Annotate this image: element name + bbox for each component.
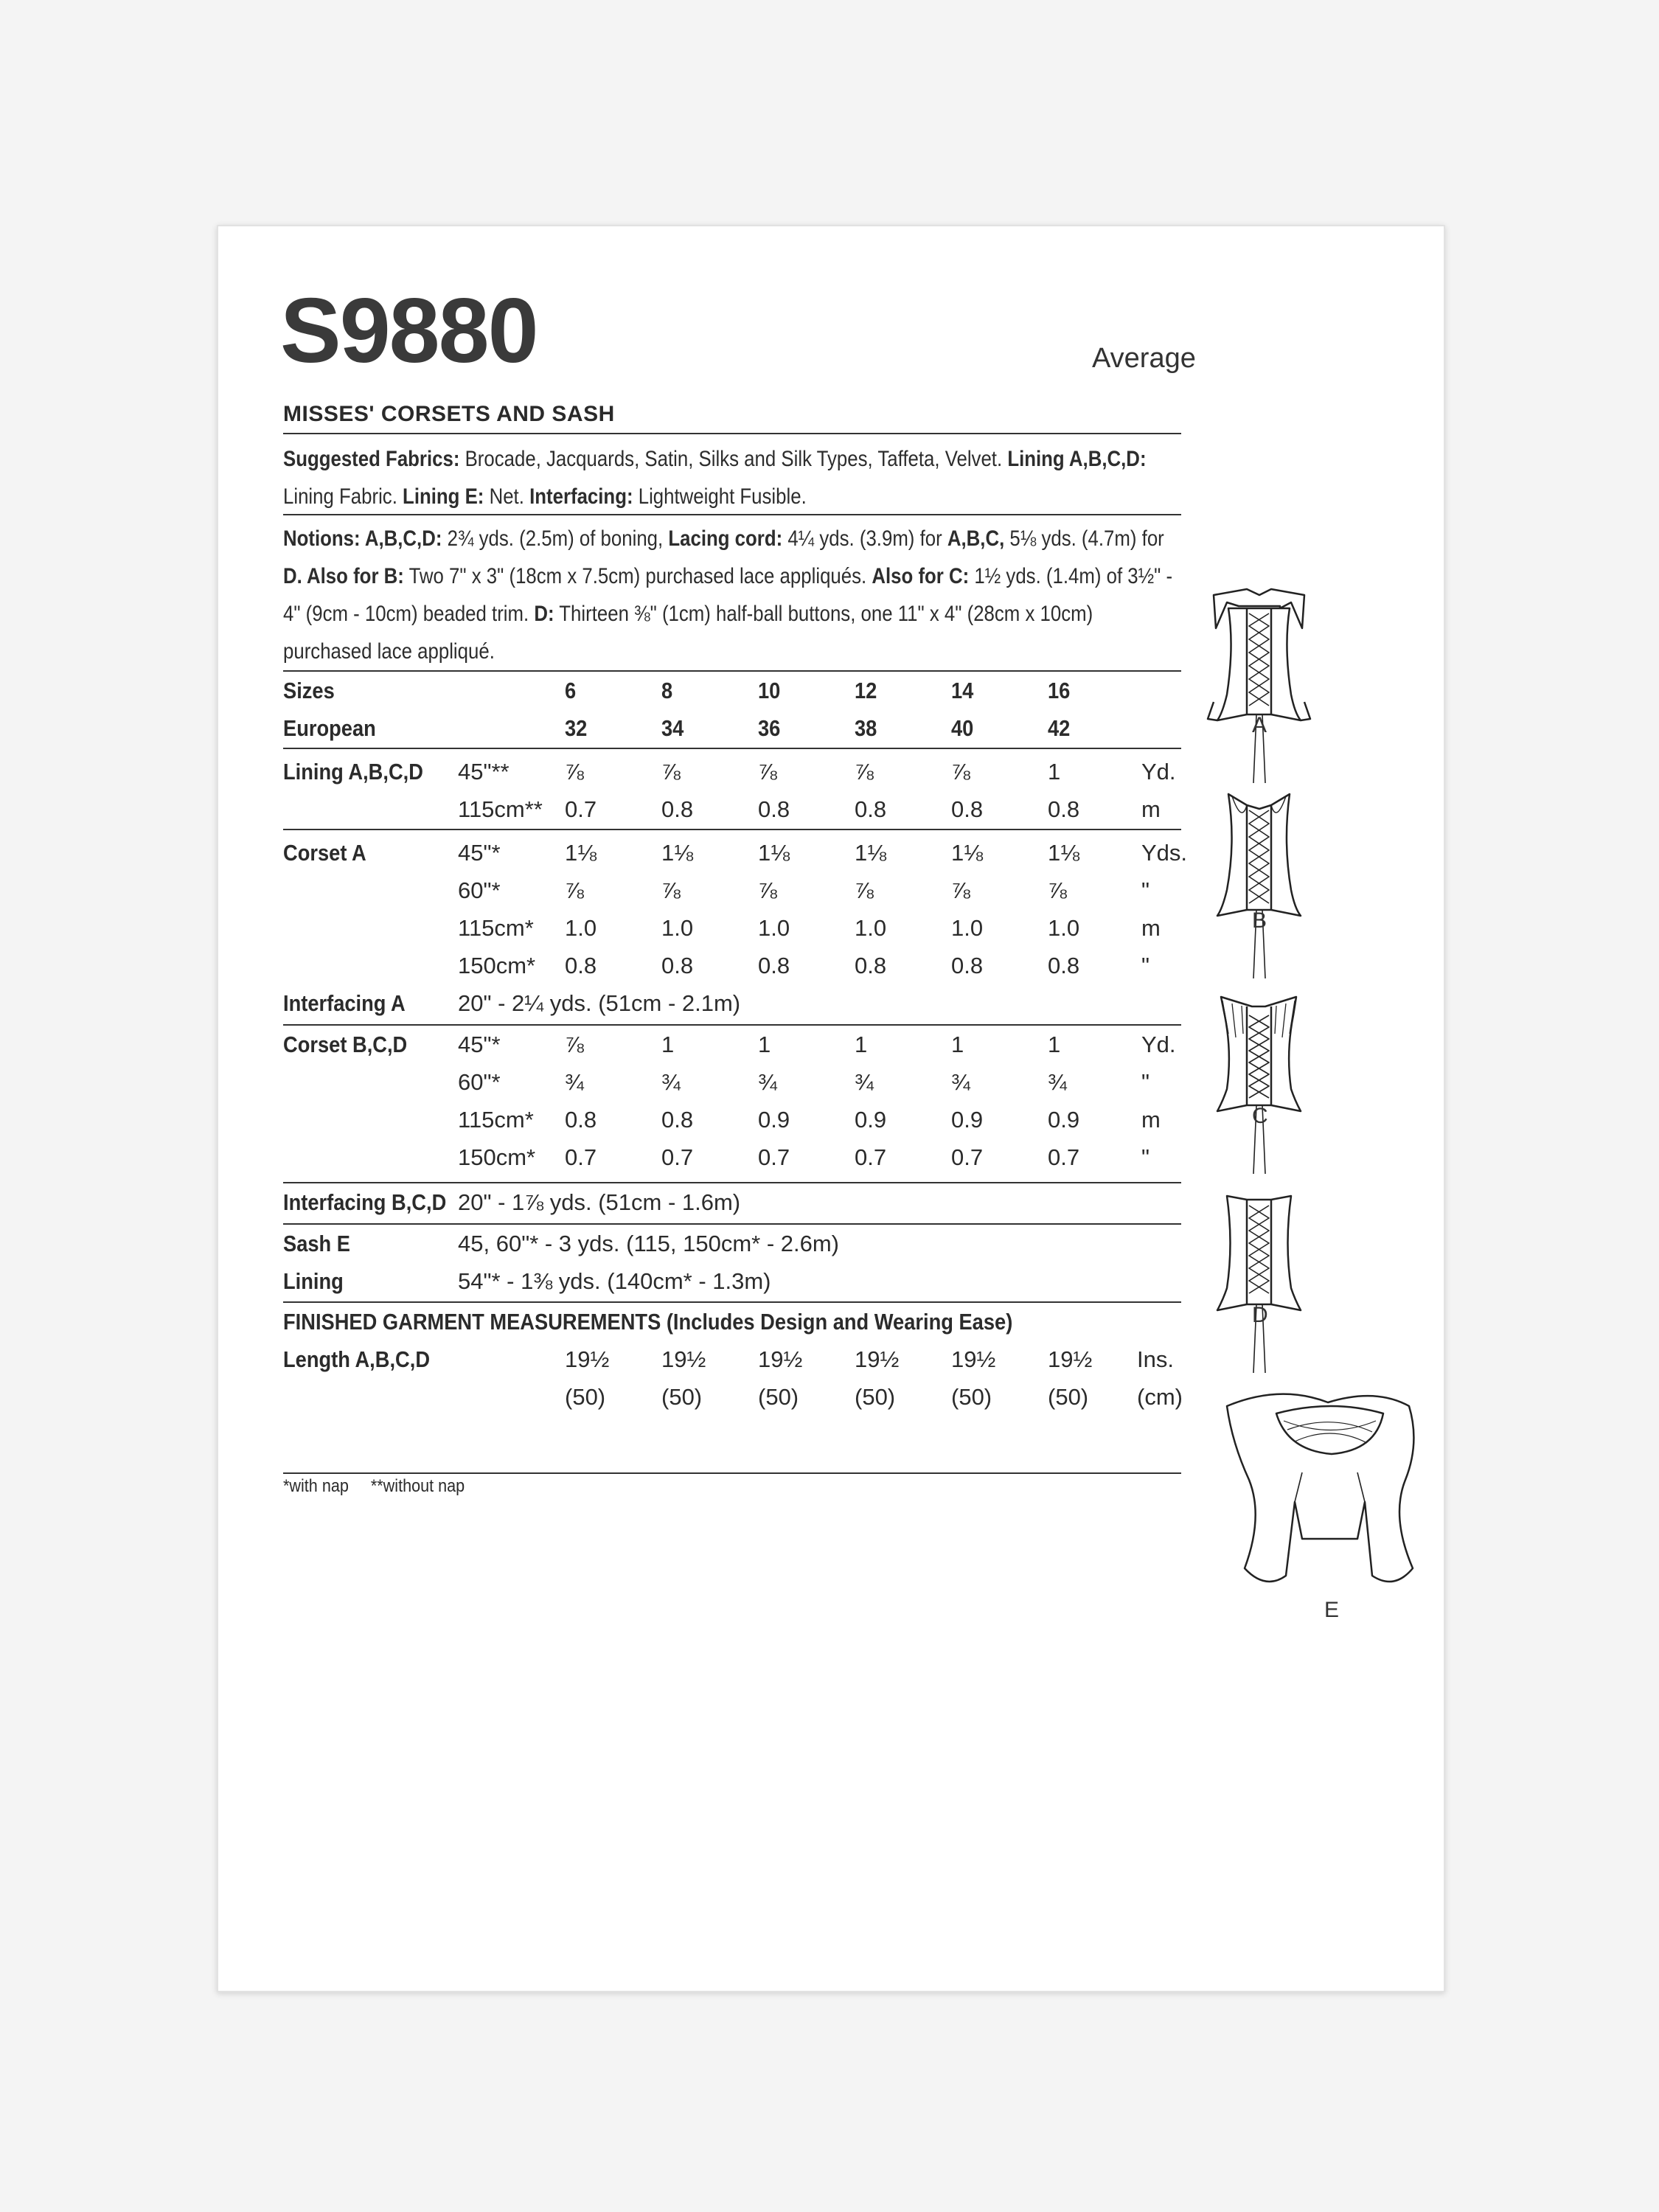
yardage-value: ⅞ (565, 759, 584, 785)
unit: " (1141, 1069, 1150, 1095)
finished-cm: (50) (565, 1384, 606, 1410)
notions-text: 2¾ yds. (2.5m) of boning, (442, 526, 669, 551)
fabric-width: 115cm* (458, 915, 534, 941)
yardage-value: 0.8 (1048, 796, 1080, 822)
yardage-value: ⅞ (855, 877, 874, 903)
size-eu: 40 (951, 715, 974, 741)
yardage-value: ¾ (661, 1069, 681, 1095)
yardage-value: 1⅛ (1048, 840, 1080, 866)
fabric-width: 150cm* (458, 1144, 536, 1170)
fit-label: Average (1092, 343, 1196, 374)
size-us: 8 (661, 678, 673, 703)
notions-abc-label: A,B,C, (947, 526, 1005, 551)
row-label: Lining (283, 1268, 344, 1294)
unit: Ins. (1137, 1346, 1174, 1372)
yardage-value: ⅞ (951, 877, 970, 903)
yardage-value: ⅞ (565, 1032, 584, 1057)
row-label: Lining A,B,C,D (283, 759, 423, 785)
notions-text: Two 7" x 3" (18cm x 7.5cm) purchased lace appliqués. (403, 564, 872, 588)
pattern-title: MISSES' CORSETS AND SASH (283, 402, 615, 426)
view-e-illustration (1227, 1394, 1413, 1582)
fabric-width: 45"* (458, 1032, 501, 1057)
yardage-value: 0.7 (758, 1144, 790, 1170)
notions-label: Notions: A,B,C,D: (283, 526, 442, 551)
row-text: 54"* - 1⅜ yds. (140cm* - 1.3m) (458, 1268, 771, 1294)
size-eu: 34 (661, 715, 684, 741)
yardage-value: 0.7 (951, 1144, 984, 1170)
view-label-e: E (1324, 1598, 1340, 1622)
size-eu: 38 (855, 715, 877, 741)
yardage-value: 1.0 (855, 915, 887, 941)
unit: m (1141, 915, 1161, 941)
footnote-without-nap: **without nap (370, 1476, 465, 1496)
yardage-value: 0.8 (661, 953, 694, 978)
lining-text: Lining Fabric. (283, 484, 403, 509)
notions-text: 1½ yds. (1.4m) of 3½" - 4" (9cm - 10cm) beaded trim. (283, 564, 1173, 626)
unit: m (1141, 796, 1161, 822)
yardage-value: 1⅛ (565, 840, 597, 866)
yardage-value: 0.8 (758, 796, 790, 822)
divider (283, 748, 1181, 749)
yardage-value: 0.8 (951, 796, 984, 822)
finished-cm: (50) (855, 1384, 896, 1410)
view-label-a: A (1252, 713, 1267, 737)
yardage-value: 0.8 (1048, 953, 1080, 978)
finished-inches: 19½ (1048, 1346, 1093, 1372)
finished-cm: (50) (1048, 1384, 1089, 1410)
yardage-value: ¾ (565, 1069, 584, 1095)
lining-label: Lining A,B,C,D: (1007, 447, 1147, 471)
yardage-value: 0.7 (661, 1144, 694, 1170)
size-eu: 42 (1048, 715, 1071, 741)
footnote (283, 1476, 465, 1497)
view-c-illustration (1217, 997, 1301, 1174)
finished-inches: 19½ (758, 1346, 803, 1372)
lacing-cord-label: Lacing cord: (668, 526, 783, 551)
finished-cm: (50) (951, 1384, 992, 1410)
garment-views (1192, 352, 1435, 1649)
fabrics-label: Suggested Fabrics: (283, 447, 460, 471)
yardage-value: 1 (855, 1032, 868, 1057)
notions-text: 4¼ yds. (3.9m) for (782, 526, 947, 551)
view-d-illustration (1217, 1196, 1301, 1373)
pattern-number: S9880 (280, 280, 538, 382)
yardage-value: 1⅛ (661, 840, 694, 866)
finished-cm: (50) (661, 1384, 703, 1410)
divider (283, 1024, 1181, 1026)
yardage-value: 1.0 (951, 915, 984, 941)
yardage-value: 1.0 (565, 915, 597, 941)
finished-cm: (50) (758, 1384, 799, 1410)
unit: " (1141, 953, 1150, 978)
yardage-value: ⅞ (565, 877, 584, 903)
view-b-illustration (1217, 794, 1301, 978)
row-label: Sash E (283, 1231, 350, 1256)
yardage-value: 0.8 (565, 953, 597, 978)
row-text: 20" - 2¼ yds. (51cm - 2.1m) (458, 990, 741, 1016)
yardage-value: 0.8 (565, 1107, 597, 1133)
yardage-value: 0.7 (1048, 1144, 1080, 1170)
yardage-value: ⅞ (951, 759, 970, 785)
yardage-value: 0.8 (855, 953, 887, 978)
yardage-value: ¾ (855, 1069, 874, 1095)
unit: Yds. (1141, 840, 1188, 866)
unit: Yd. (1141, 759, 1176, 785)
interfacing-label: Interfacing: (529, 484, 633, 509)
notions-text: 5⅛ yds. (4.7m) for (1004, 526, 1164, 551)
unit: " (1141, 1144, 1150, 1170)
yardage-value: 0.8 (661, 1107, 694, 1133)
notions-c-label: Also for C: (872, 564, 970, 588)
footnote-with-nap: *with nap (283, 1476, 349, 1496)
yardage-value: ⅞ (661, 759, 681, 785)
unit: m (1141, 1107, 1161, 1133)
lining-e-label: Lining E: (403, 484, 484, 509)
yardage-value: 1 (661, 1032, 675, 1057)
notions-d-label: D: (534, 602, 554, 626)
divider (283, 1472, 1181, 1474)
yardage-value: 1 (1048, 1032, 1061, 1057)
unit: " (1141, 877, 1150, 903)
yardage-value: 1.0 (661, 915, 694, 941)
fabric-width: 60"* (458, 877, 501, 903)
view-label-d: D (1252, 1303, 1268, 1327)
yardage-value: 1.0 (758, 915, 790, 941)
fabric-width: 60"* (458, 1069, 501, 1095)
row-text: 45, 60"* - 3 yds. (115, 150cm* - 2.6m) (458, 1231, 839, 1256)
yardage-value: ⅞ (758, 759, 777, 785)
yardage-value: 1 (758, 1032, 771, 1057)
yardage-value: ¾ (758, 1069, 777, 1095)
yardage-value: 0.8 (758, 953, 790, 978)
yardage-value: ⅞ (855, 759, 874, 785)
row-text: 20" - 1⅞ yds. (51cm - 1.6m) (458, 1189, 741, 1215)
size-us: 16 (1048, 678, 1071, 703)
pattern-envelope-back (217, 225, 1445, 1992)
fabric-width: 45"* (458, 840, 501, 866)
yardage-value: 1.0 (1048, 915, 1080, 941)
unit: (cm) (1137, 1384, 1183, 1410)
finished-inches: 19½ (855, 1346, 900, 1372)
sizes-label: Sizes (283, 678, 335, 703)
finished-inches: 19½ (565, 1346, 610, 1372)
yardage-value: 1 (1048, 759, 1061, 785)
yardage-value: 0.8 (855, 796, 887, 822)
size-us: 12 (855, 678, 877, 703)
yardage-value: ⅞ (758, 877, 777, 903)
yardage-value: 1 (951, 1032, 964, 1057)
interfacing-text: Lightweight Fusible. (633, 484, 807, 509)
finished-heading: FINISHED GARMENT MEASUREMENTS (Includes Design and Wearing Ease) (283, 1309, 1013, 1335)
yardage-value: 0.9 (1048, 1107, 1080, 1133)
notions-text: Thirteen ⅜" (1cm) half-ball buttons, one 11" x 4" (28cm x 10cm) purchased lace appliqué. (283, 602, 1093, 664)
divider (283, 829, 1181, 830)
fabric-width: 150cm* (458, 953, 536, 978)
yardage-value: 0.7 (565, 796, 597, 822)
yardage-value: 0.9 (951, 1107, 984, 1133)
view-illustrations (1192, 352, 1435, 1649)
row-label: Interfacing A (283, 990, 406, 1016)
size-us: 14 (951, 678, 974, 703)
view-label-c: C (1252, 1104, 1268, 1128)
fabric-width: 45"** (458, 759, 509, 785)
yardage-value: 1⅛ (951, 840, 984, 866)
yardage-value: 1⅛ (758, 840, 790, 866)
fabric-width: 115cm* (458, 1107, 534, 1133)
european-label: European (283, 715, 376, 741)
yardage-value: 0.7 (855, 1144, 887, 1170)
divider (283, 1301, 1181, 1303)
yardage-value: ⅞ (1048, 877, 1067, 903)
view-a-illustration (1208, 589, 1310, 783)
finished-inches: 19½ (661, 1346, 706, 1372)
finished-label: Length A,B,C,D (283, 1346, 431, 1372)
yardage-value: 0.7 (565, 1144, 597, 1170)
yardage-value: ⅞ (661, 877, 681, 903)
yardage-value: 0.9 (855, 1107, 887, 1133)
divider (283, 1223, 1181, 1225)
yardage-value: 1⅛ (855, 840, 887, 866)
yardage-value: 0.8 (951, 953, 984, 978)
notions-b-label: D. Also for B: (283, 564, 404, 588)
finished-inches: 19½ (951, 1346, 996, 1372)
lining-e-text: Net. (484, 484, 530, 509)
unit: Yd. (1141, 1032, 1176, 1057)
row-label: Corset B,C,D (283, 1032, 408, 1057)
size-us: 6 (565, 678, 577, 703)
fabrics-text: Brocade, Jacquards, Satin, Silks and Silk Types, Taffeta, Velvet. (459, 447, 1008, 471)
yardage-value: 0.9 (758, 1107, 790, 1133)
yardage-value: ¾ (951, 1069, 970, 1095)
row-label: Corset A (283, 840, 366, 866)
size-us: 10 (758, 678, 781, 703)
row-label: Interfacing B,C,D (283, 1189, 447, 1215)
fabric-width: 115cm** (458, 796, 543, 822)
yardage-value: ¾ (1048, 1069, 1067, 1095)
size-eu: 32 (565, 715, 588, 741)
size-eu: 36 (758, 715, 781, 741)
view-label-b: B (1252, 908, 1267, 933)
divider (283, 1182, 1181, 1183)
yardage-value: 0.8 (661, 796, 694, 822)
